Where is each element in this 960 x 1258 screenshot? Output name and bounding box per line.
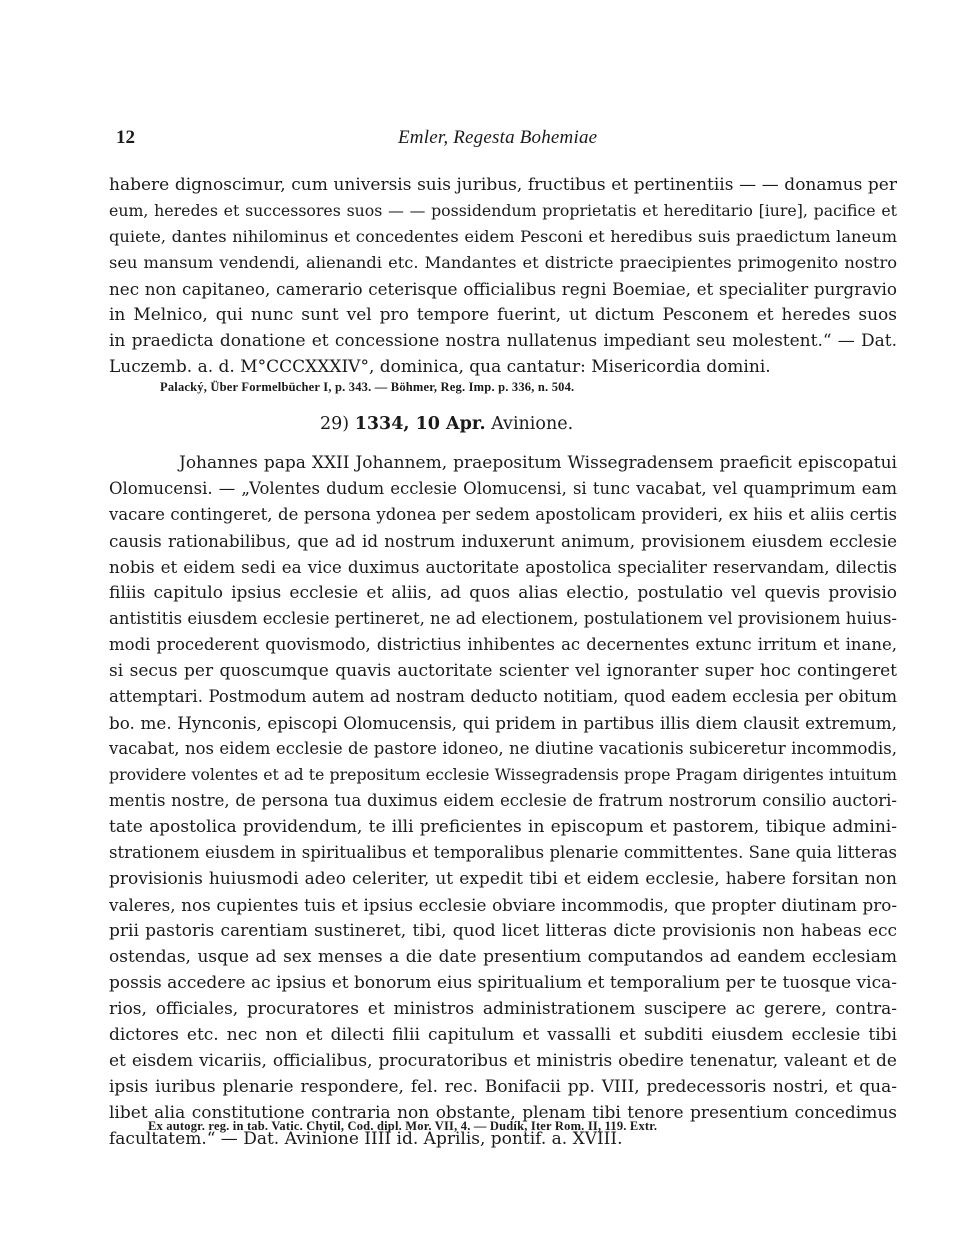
text-line: in praedicta donatione et concessione nostra nullatenus impediant seu molestent.“ — Dat.	[109, 331, 897, 351]
previous-document-source	[160, 375, 860, 399]
text-line: attemptari. Postmodum autem ad nostram deducto notitiam, quod eadem ecclesia per obitum	[109, 687, 897, 706]
document-place: Avinione.	[491, 414, 574, 434]
text-line: quiete, dantes nihilominus et concedentes eidem Pesconi et heredibus suis praedictum laneum	[109, 227, 897, 246]
text-line: si secus per quoscumque quavis auctoritate scienter vel ignoranter super hoc contingeret	[109, 661, 897, 681]
text-line: tate apostolica providendum, te illi preficientes in episcopum et pastorem, tibique admini-	[109, 817, 897, 837]
text-line: Olomucensi. — „Volentes dudum ecclesie Olomucensi, si tunc vacabat, vel quamprimum eam	[109, 479, 897, 498]
text-line: rios, officiales, procuratores et ministros administrationem suscipere ac gerere, contra-	[109, 999, 897, 1019]
source-citation: Ex autogr. reg. in tab. Vatic. Chytil, Cod. dipl. Mor. VII, 4. — Dudík, Iter Rom. II, 119. Extr.	[148, 1119, 658, 1133]
text-line: dictores etc. nec non et dilecti filii capitulum et vassalli et subditi eiusdem ecclesie tibi	[109, 1025, 897, 1045]
document-regest	[109, 450, 897, 476]
document-date: 1334, 10 Apr.	[354, 414, 486, 434]
text-line: causis rationabilibus, que ad id nostrum induxerunt animum, provisionem eiusdem ecclesie	[109, 531, 897, 551]
text-line: prii pastoris carentiam sustineret, tibi, quod licet litteras dicte provisionis non habeas ecc	[109, 921, 897, 941]
document-source	[148, 1114, 868, 1138]
text-line: habere dignoscimur, cum universis suis juribus, fructibus et pertinentiis — — donamus per	[109, 175, 897, 195]
document-number: 29)	[320, 414, 350, 434]
document-body	[109, 476, 897, 1152]
text-line: facultatem.“ — Dat. Avinione IIII id. Aprilis, pontif. a. XVIII.	[109, 1129, 623, 1149]
text-line: vacabat, nos eidem ecclesie de pastore idoneo, ne diutine vacationis subiceretur incommodis,	[109, 739, 897, 758]
text-line: possis accedere ac ipsius et bonorum eius spiritualium et temporalium per te tuosque vica-	[109, 973, 897, 993]
text-line: Luczemb. a. d. M°CCCXXXIV°, dominica, qua cantatur: Misericordia domini.	[109, 357, 771, 377]
text-line: bo. me. Hynconis, episcopi Olomucensis, qui pridem in partibus illis diem clausit extremum,	[109, 713, 897, 733]
running-title: Emler, Regesta Bohemiae	[398, 127, 598, 148]
text-line: libet alia constitutione contraria non obstante, plenam tibi tenore presentium concedimus	[109, 1103, 897, 1123]
text-line: antistitis eiusdem ecclesie pertineret, ne ad electionem, postulationem vel provisionem huius-	[109, 609, 897, 628]
page-number: 12	[116, 127, 135, 148]
document-heading	[320, 414, 720, 442]
text-line: valeres, nos cupientes tuis et ipsius ecclesie obviare incommodis, que propter diutinam pro-	[109, 895, 897, 915]
text-line: modi procederent quovismodo, districtius inhibentes ac decernentes extunc irritum et inane,	[109, 635, 897, 654]
text-line: filiis capitulo ipsius ecclesie et aliis, ad quos alias electio, postulatio vel quevis provisio	[109, 583, 897, 603]
text-line: vacare contingeret, de persona ydonea per sedem apostolicam provideri, ex hiis et aliis certis	[109, 505, 897, 524]
text-line: nec non capitaneo, camerario ceterisque officialibus regni Boemiae, et specialiter purgravio	[109, 279, 897, 299]
text-line: et eisdem vicariis, officialibus, procuratoribus et ministris obedire tenenatur, valeant et de	[109, 1051, 897, 1071]
text-line: eum, heredes et successores suos — — possidendum proprietatis et hereditario [iure], pacifice et	[109, 201, 897, 220]
text-line: seu mansum vendendi, alienandi etc. Mandantes et districte praecipientes primogenito nostro	[109, 253, 897, 272]
text-line: providere volentes et ad te prepositum ecclesie Wissegradensis prope Pragam dirigentes intuitum	[109, 765, 897, 784]
text-line: in Melnico, qui nunc sunt vel pro tempore fuerint, ut dictum Pesconem et heredes suos	[109, 305, 897, 325]
text-line: ostendas, usque ad sex menses a die date presentium computandos ad eandem ecclesiam	[109, 947, 897, 967]
previous-document-text	[109, 172, 897, 380]
source-citation: Palacký, Über Formelbücher I, p. 343. — Böhmer, Reg. Imp. p. 336, n. 504.	[160, 380, 575, 394]
text-line: strationem eiusdem in spiritualibus et temporalibus plenarie committentes. Sane quia litteras	[109, 843, 897, 862]
running-head	[108, 127, 894, 155]
text-line: mentis nostre, de persona tua duximus eidem ecclesie de fratrum nostrorum consilio auctori-	[109, 791, 897, 810]
text-line: ipsis iuribus plenarie respondere, fel. rec. Bonifacii pp. VIII, predecessoris nostri, et qua-	[109, 1077, 897, 1097]
text-line: nobis et eidem sedi ea vice duximus auctoritate apostolica specialiter reservandam, dilectis	[109, 557, 897, 577]
text-line: provisionis huiusmodi adeo celeriter, ut expedit tibi et eidem ecclesie, habere forsitan non	[109, 869, 897, 889]
regest-line: Johannes papa XXII Johannem, praepositum Wissegradensem praeficit episcopatui	[179, 453, 897, 473]
